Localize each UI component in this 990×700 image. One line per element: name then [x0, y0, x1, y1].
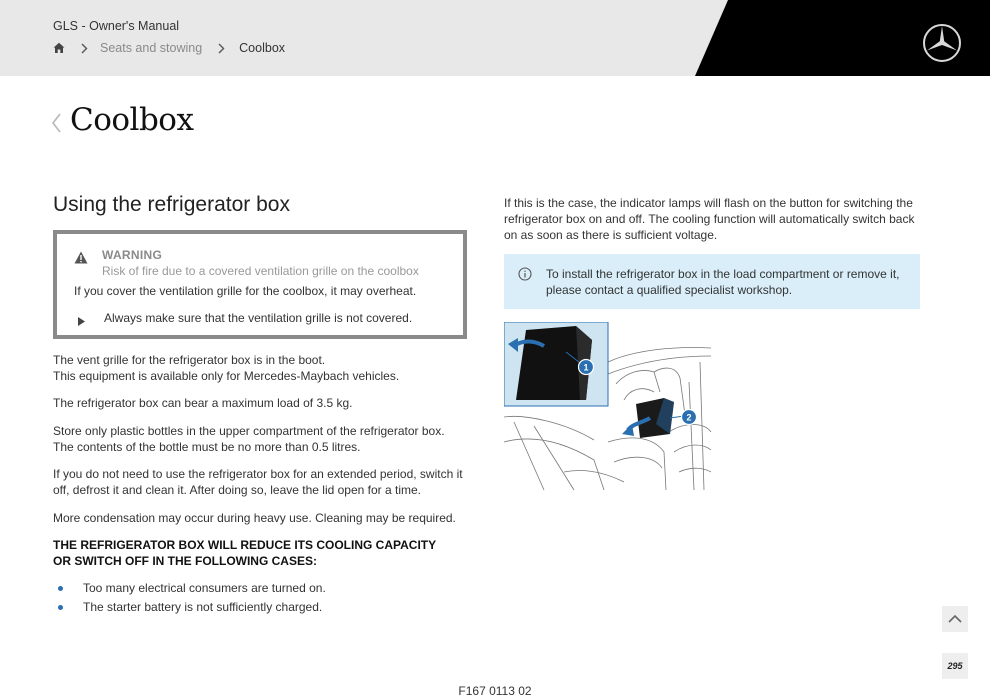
breadcrumb-item-current: Coolbox	[239, 41, 286, 55]
home-icon[interactable]	[53, 42, 65, 54]
breadcrumb-item-seats[interactable]: Seats and stowing	[100, 41, 203, 55]
paragraph-indicator-lamps: If this is the case, the indicator lamps will flash on the button for switching the refrigerator box on and off. The cooling function will automatically switch back on as soon as there is sufficient voltage.	[504, 196, 915, 242]
breadcrumb	[53, 41, 285, 55]
chevron-right-icon	[81, 43, 88, 54]
callout-1-label: 1	[583, 362, 589, 373]
paragraph-condensation: More condensation may occur during heavy use. Cleaning may be required.	[53, 511, 456, 525]
info-icon	[518, 267, 532, 286]
scroll-to-top-button[interactable]	[942, 606, 968, 632]
callout-2-icon	[682, 410, 697, 425]
coolbox-illustration	[504, 322, 712, 492]
page-number-button[interactable]: 295	[942, 653, 968, 679]
warning-subtitle: Risk of fire due to a covered ventilation grille on the coolbox	[102, 264, 419, 278]
warning-box	[53, 230, 467, 339]
paragraph-line: Store only plastic bottles in the upper compartment of the refrigerator box.	[53, 424, 445, 438]
warning-text: If you cover the ventilation grille for the coolbox, it may overheat.	[74, 284, 417, 298]
paragraph-vent-grille	[53, 352, 473, 384]
chevron-up-icon	[942, 606, 968, 632]
chevron-right-icon	[218, 43, 225, 54]
paragraph-line: The vent grille for the refrigerator box is in the boot.	[53, 353, 326, 367]
paragraph-max-load: The refrigerator box can bear a maximum load of 3.5 kg.	[53, 396, 353, 410]
callout-2-label: 2	[686, 412, 692, 423]
warning-label: WARNING	[102, 248, 163, 262]
bullet-dot-icon	[58, 586, 63, 591]
list-item-text: Too many electrical consumers are turned on.	[83, 581, 326, 595]
warning-triangle-icon	[74, 251, 88, 269]
header-black-panel	[0, 0, 990, 76]
list-item-text: The starter battery is not sufficiently charged.	[83, 600, 323, 614]
paragraph-line: This equipment is available only for Mercedes-Maybach vehicles.	[53, 369, 400, 383]
callout-1-icon	[579, 360, 594, 375]
arrow-right-icon	[78, 313, 85, 331]
paragraph-bottles	[53, 423, 473, 455]
bullet-dot-icon	[58, 605, 63, 610]
figure-code: F167 0113 02	[458, 684, 532, 698]
info-text: To install the refrigerator box in the load compartment or remove it, please contact a qualified specialist workshop.	[546, 267, 900, 297]
header-bar	[0, 0, 990, 76]
app-title: GLS - Owner's Manual	[53, 19, 180, 33]
info-box	[504, 254, 920, 309]
mercedes-star-logo[interactable]	[922, 23, 962, 63]
cases-heading: THE REFRIGERATOR BOX WILL REDUCE ITS COOLING CAPACITY OR SWITCH OFF IN THE FOLLOWING CASES:	[53, 538, 436, 568]
back-chevron-icon[interactable]	[50, 112, 62, 139]
paragraph-line: The contents of the bottle must be no more than 0.5 litres.	[53, 440, 361, 454]
page-title: Coolbox	[70, 102, 194, 138]
paragraph-extended-period: If you do not need to use the refrigerator box for an extended period, switch it off, defrost it and clean it. After doing so, leave the lid open for a time.	[53, 467, 463, 497]
section-title: Using the refrigerator box	[53, 193, 290, 216]
warning-action: Always make sure that the ventilation grille is not covered.	[104, 311, 413, 325]
